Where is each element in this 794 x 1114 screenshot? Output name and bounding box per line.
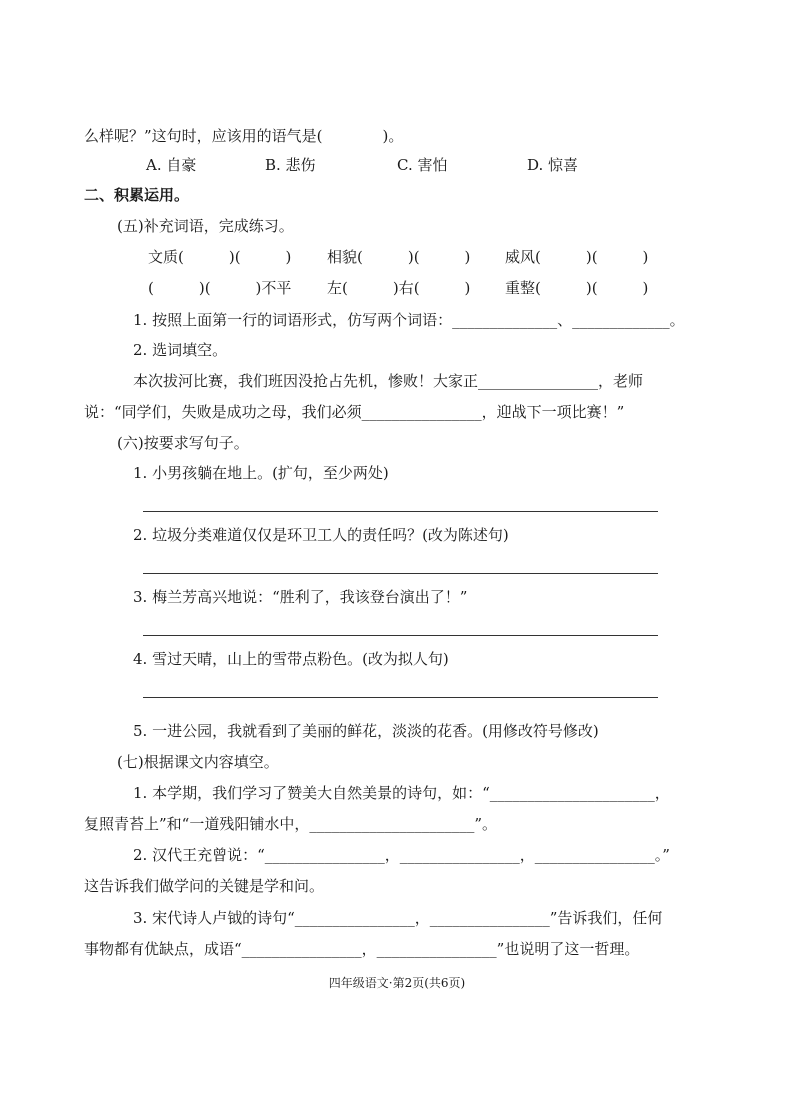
q4-continuation: 么样呢？”这句时，应该用的语气是( )。 xyxy=(84,127,404,145)
q5-item2: 2. 选词填空。 xyxy=(133,341,228,359)
q6-item1: 1. 小男孩躺在地上。(扩句，至少两处) xyxy=(133,464,389,482)
q5-item1: 1. 按照上面第一行的词语形式，仿写两个词语：______________、_____________。 xyxy=(133,311,685,329)
q6-item2: 2. 垃圾分类难道仅仅是环卫工人的责任吗？(改为陈述句) xyxy=(133,526,509,544)
option-b: B. 悲伤 xyxy=(265,156,316,174)
section2-heading: 二、积累运用。 xyxy=(84,186,190,204)
answer-line xyxy=(143,697,658,698)
option-d: D. 惊喜 xyxy=(527,156,579,174)
q7-item1-line1: 1. 本学期，我们学习了赞美大自然美景的诗句，如：“______________________， xyxy=(133,784,670,802)
word-cell: ( )( )不平 xyxy=(148,279,292,297)
q6-item4: 4. 雪过天晴，山上的雪带点粉色。(改为拟人句) xyxy=(133,650,449,668)
answer-line xyxy=(143,635,658,636)
q6-item3: 3. 梅兰芳高兴地说：“胜利了，我该登台演出了！” xyxy=(133,588,468,606)
option-c: C. 害怕 xyxy=(397,156,448,174)
q6-title: (六)按要求写句子。 xyxy=(117,434,249,452)
word-cell: 相貌( )( ) xyxy=(327,248,471,266)
q5-title: (五)补充词语，完成练习。 xyxy=(117,217,294,235)
q7-item3-line1: 3. 宋代诗人卢钺的诗句“________________，________________”告诉我们，任何 xyxy=(133,909,663,927)
answer-line xyxy=(143,511,658,512)
word-cell: 文质( )( ) xyxy=(148,248,292,266)
q7-item2-line1: 2. 汉代王充曾说：“________________，________________，________________。” xyxy=(133,846,670,864)
q7-title: (七)根据课文内容填空。 xyxy=(117,753,279,771)
q5-passage-line1: 本次拔河比赛，我们班因没抢占先机，惨败！大家正________________，老师 xyxy=(133,372,644,390)
page-footer: 四年级语文·第2页(共6页) xyxy=(328,976,466,990)
q5-passage-line2: 说：“同学们，失败是成功之母，我们必须________________，迎战下一项比赛！” xyxy=(84,403,625,421)
answer-line xyxy=(143,573,658,574)
q6-item5: 5. 一进公园，我就看到了美丽的鲜花，淡淡的花香。(用修改符号修改) xyxy=(133,722,599,740)
word-cell: 左( )右( ) xyxy=(327,279,471,297)
q7-item3-line2: 事物都有优缺点，成语“________________，________________”也说明了这一哲理。 xyxy=(84,940,640,958)
q7-item1-line2: 复照青苔上”和“一道残阳铺水中，______________________”。 xyxy=(84,815,498,833)
word-cell: 重整( )( ) xyxy=(505,279,649,297)
word-cell: 威风( )( ) xyxy=(505,248,649,266)
option-a: A. 自豪 xyxy=(146,156,197,174)
q7-item2-line2: 这告诉我们做学问的关键是学和问。 xyxy=(84,877,325,895)
